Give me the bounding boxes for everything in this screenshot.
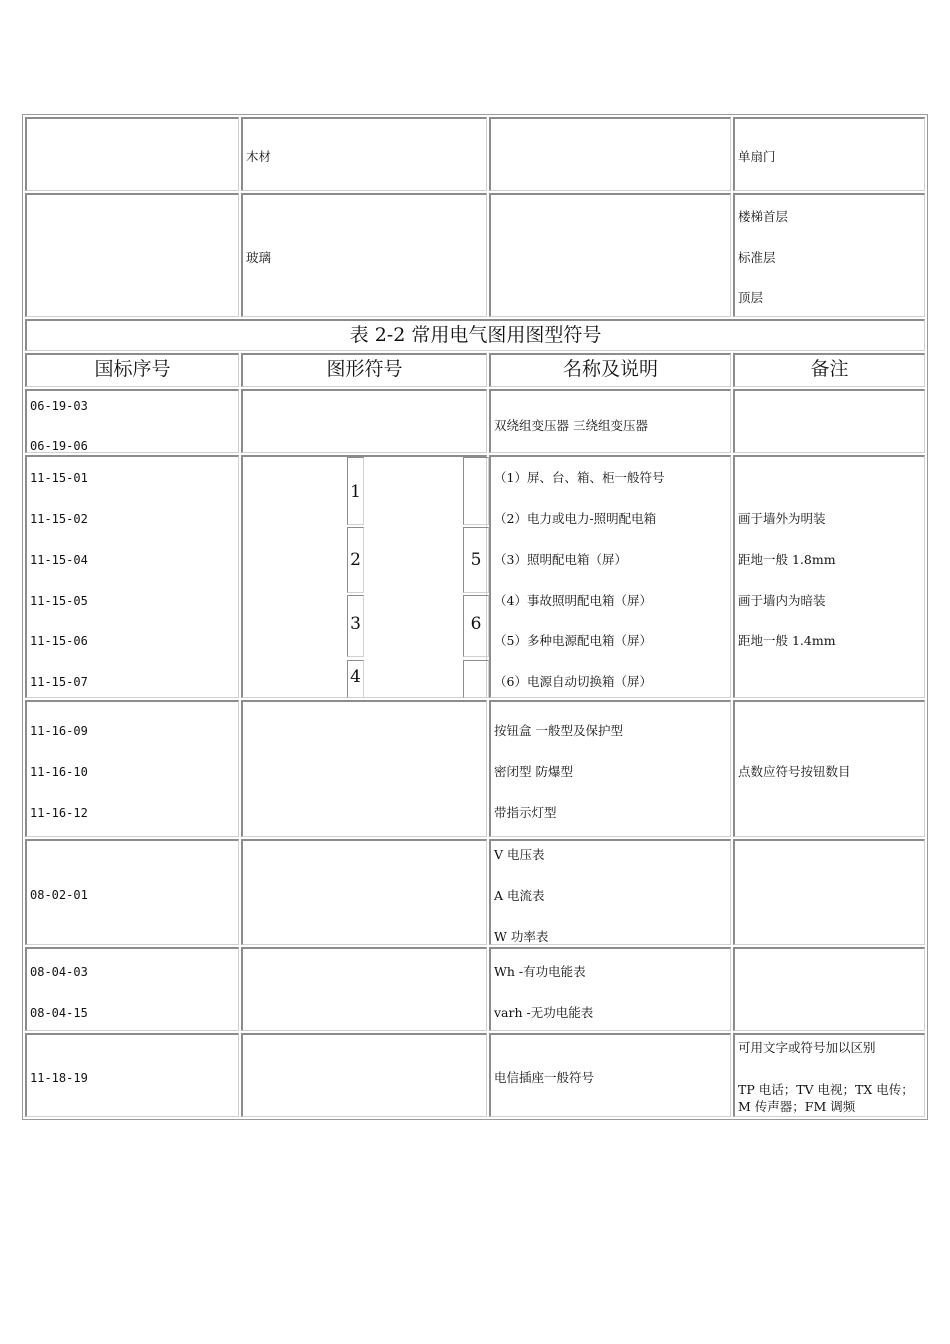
header-cell [241, 353, 487, 387]
remark-line: 距地一般 1.8mm [738, 552, 836, 567]
name-text: （3）照明配电箱（屏） [494, 552, 627, 567]
name-text: （4）事故照明配电箱（屏） [494, 593, 652, 608]
cell-name [489, 389, 731, 453]
cell-material-glass [241, 193, 487, 317]
header-cell [25, 353, 239, 387]
remark-line: 画于墙内为暗装 [738, 593, 826, 608]
symbol-box-4 [347, 660, 364, 698]
cell-remark [733, 700, 925, 837]
name-text: 带指示灯型 [494, 805, 557, 820]
table-title-cell [25, 319, 925, 351]
code: 08-04-15 [30, 1006, 88, 1020]
code: 11-18-19 [30, 1071, 88, 1085]
material-label: 木材 [246, 149, 272, 164]
name-text: Wh -有功电能表 [494, 964, 586, 979]
symbol-number: 1 [350, 482, 361, 502]
remark-line: 距地一般 1.4mm [738, 633, 836, 648]
table-title: 表 2-2 常用电气图用图型符号 [349, 324, 602, 346]
symbol-box-2 [347, 527, 364, 593]
cell-name [489, 839, 731, 945]
header-remark: 备注 [810, 358, 849, 380]
symbol-number: 3 [350, 614, 361, 634]
code: 06-19-06 [30, 439, 88, 453]
cell-symbol [241, 455, 487, 698]
cell-name [489, 455, 731, 698]
remark-label: 单扇门 [738, 149, 776, 164]
material-label: 玻璃 [246, 250, 272, 265]
symbol-box-empty [463, 660, 489, 698]
name-text: （5）多种电源配电箱（屏） [494, 633, 652, 648]
header-cell [489, 353, 731, 387]
cell-empty [25, 117, 239, 191]
cell-remark [733, 1033, 925, 1117]
name-text: （1）屏、台、箱、柜一般符号 [494, 470, 665, 485]
code: 11-15-06 [30, 634, 88, 648]
cell-remark-stairs [733, 193, 925, 317]
code: 11-15-02 [30, 512, 88, 526]
cell-material-wood [241, 117, 487, 191]
header-symbol: 图形符号 [326, 358, 403, 380]
symbol-box-empty [463, 457, 489, 525]
symbol-table [22, 114, 928, 1120]
remark-line: 可用文字或符号加以区别 [738, 1040, 876, 1055]
code: 11-15-05 [30, 594, 88, 608]
cell-remark [733, 389, 925, 453]
cell-name [489, 700, 731, 837]
name-text: varh -无功电能表 [494, 1005, 594, 1020]
cell-remark-door [733, 117, 925, 191]
remark-line: 顶层 [738, 290, 764, 305]
remark-line: 标准层 [738, 250, 776, 265]
header-name: 名称及说明 [562, 358, 658, 380]
symbol-box-3 [347, 595, 364, 657]
name-text: W 功率表 [494, 929, 549, 944]
name-text: （2）电力或电力-照明配电箱 [494, 511, 657, 526]
code: 11-15-07 [30, 675, 88, 689]
name-text: 电信插座一般符号 [494, 1070, 595, 1085]
name-text: V 电压表 [494, 847, 545, 862]
name-text: （6）电源自动切换箱（屏） [494, 674, 652, 689]
remark-line: 点数应符号按钮数目 [738, 764, 851, 779]
cell-name [489, 947, 731, 1031]
cell-empty [25, 193, 239, 317]
cell-codes [25, 947, 239, 1031]
code: 11-15-01 [30, 471, 88, 485]
name-text: 按钮盒 一般型及保护型 [494, 723, 623, 738]
cell-codes [25, 700, 239, 837]
cell-symbol [241, 839, 487, 945]
code: 11-15-04 [30, 553, 88, 567]
code: 08-02-01 [30, 888, 88, 902]
cell-symbol [241, 389, 487, 453]
cell-empty [489, 117, 731, 191]
symbol-box-5 [463, 527, 489, 593]
header-code: 国标序号 [94, 358, 171, 380]
remark-line: TP 电话；TV 电视；TX 电传；M 传声器；FM 调频 [738, 1082, 914, 1114]
cell-codes [25, 1033, 239, 1117]
symbol-box-6 [463, 595, 489, 657]
cell-remark [733, 455, 925, 698]
cell-codes [25, 389, 239, 453]
symbol-number: 5 [470, 550, 482, 570]
cell-empty [489, 193, 731, 317]
cell-name [489, 1033, 731, 1117]
name-text: 双绕组变压器 三绕组变压器 [494, 418, 648, 433]
cell-symbol [241, 700, 487, 837]
code: 11-16-10 [30, 765, 88, 779]
symbol-number: 4 [350, 667, 361, 687]
code: 06-19-03 [30, 399, 88, 413]
cell-codes [25, 455, 239, 698]
cell-codes [25, 839, 239, 945]
header-cell [733, 353, 925, 387]
name-text: 密闭型 防爆型 [494, 764, 573, 779]
symbol-number: 6 [470, 614, 482, 634]
cell-remark [733, 839, 925, 945]
code: 08-04-03 [30, 965, 88, 979]
cell-remark [733, 947, 925, 1031]
code: 11-16-09 [30, 724, 88, 738]
cell-symbol [241, 947, 487, 1031]
remark-line: 画于墙外为明装 [738, 511, 826, 526]
remark-line: 楼梯首层 [738, 209, 789, 224]
cell-symbol [241, 1033, 487, 1117]
name-text: A 电流表 [494, 888, 545, 903]
symbol-box-1 [347, 457, 364, 525]
code: 11-16-12 [30, 806, 88, 820]
symbol-number: 2 [350, 550, 361, 570]
